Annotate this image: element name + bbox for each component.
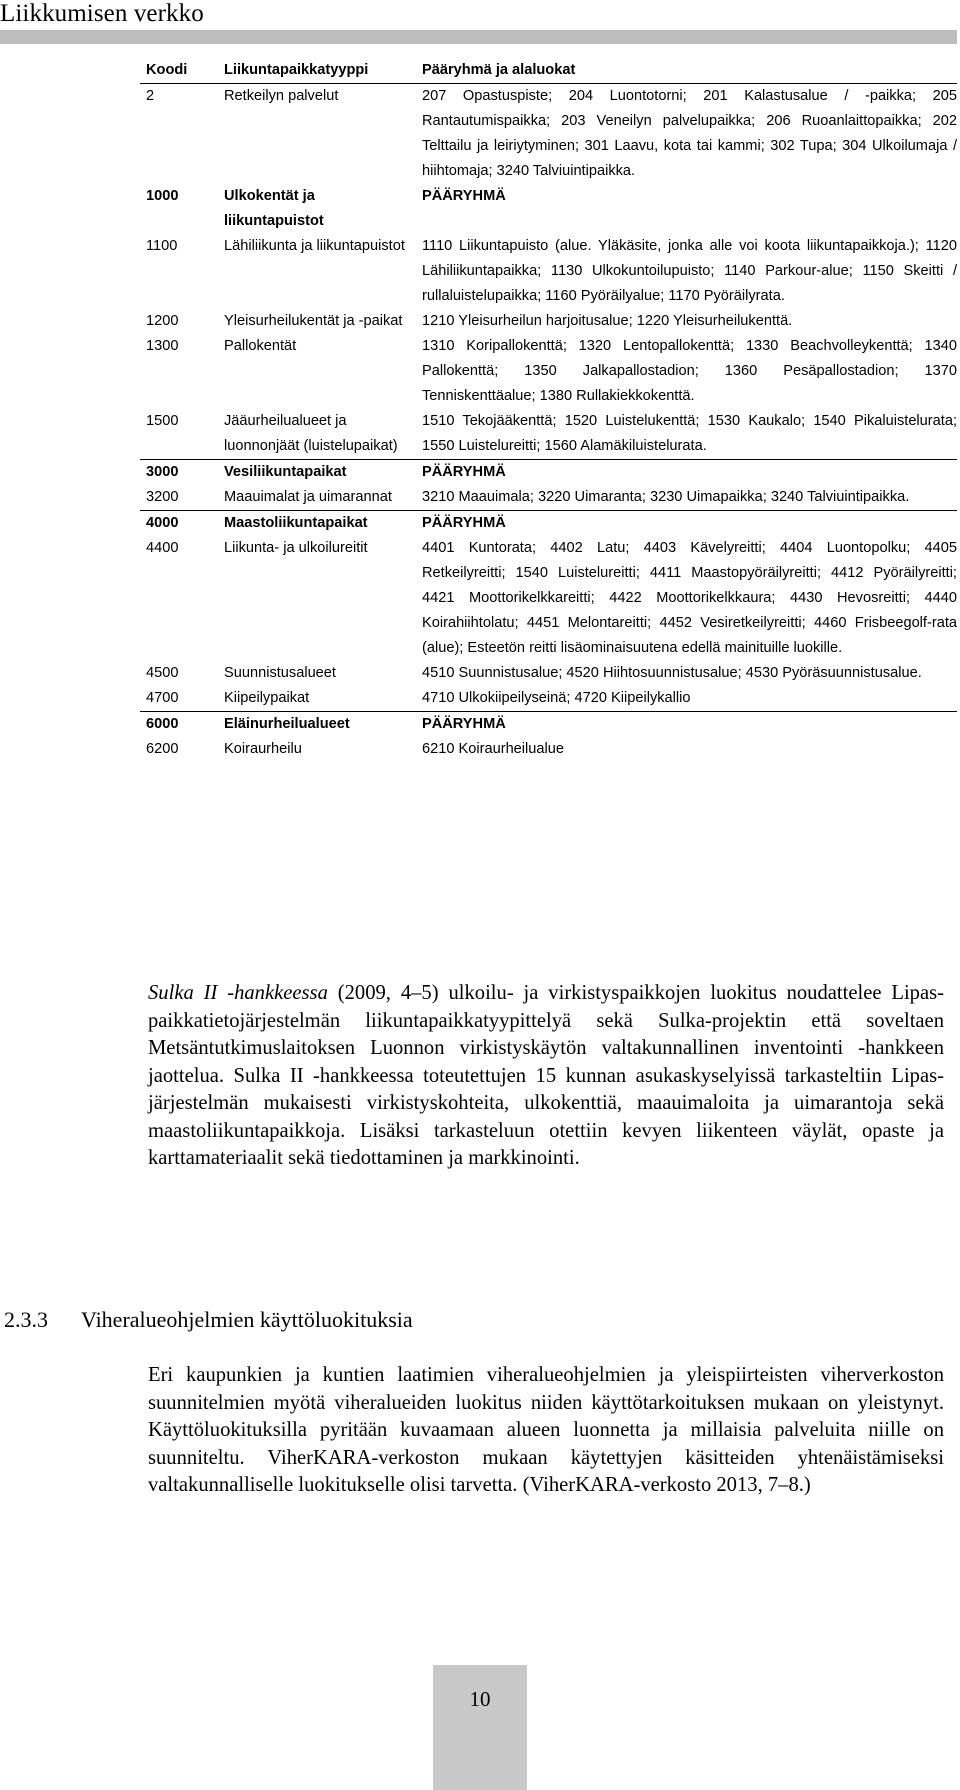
row-description: 1210 Yleisurheilun harjoitusalue; 1220 Yleisurheilukenttä. <box>422 313 793 329</box>
table-row-main-group <box>140 184 957 234</box>
table-row <box>140 485 957 511</box>
row-description: 207 Opastuspiste; 204 Luontotorni; 201 Kalastusalue / -paikka; 205 Rantautumispaikka; 203 Veneilyn palvelupaikka; 206 Ruoanlaittopaikka; 202 Telttailu ja leiriytyminen; 301 Laavu, kota tai kammi; 302 Tupa; 304 Ulkoilumaja / hiihtomaja; 3240 Talviuintipaikka. <box>422 88 957 179</box>
row-code: 1300 <box>146 338 179 354</box>
row-code: 3000 <box>140 460 224 486</box>
row-type: Retkeilyn palvelut <box>224 88 339 104</box>
row-type: Pallokentät <box>224 338 297 354</box>
table-row <box>140 409 957 460</box>
table-row <box>140 334 957 409</box>
table-row-main-group <box>140 511 957 537</box>
row-type: Yleisurheilukentät ja -paikat <box>224 313 403 329</box>
row-description: PÄÄRYHMÄ <box>422 460 957 486</box>
row-code: 4400 <box>146 540 179 556</box>
row-description: 3210 Maauimala; 3220 Uimaranta; 3230 Uimapaikka; 3240 Talviuintipaikka. <box>422 489 910 505</box>
row-code: 1200 <box>146 313 179 329</box>
row-code: 1000 <box>146 188 179 204</box>
row-code: 1100 <box>146 238 178 254</box>
row-description: 1310 Koripallokenttä; 1320 Lentopallokenttä; 1330 Beachvolleykenttä; 1340 Pallokenttä; 1350 Jalkapallostadion; 1360 Pesäpallostadion; 1370 Tenniskenttäalue; 1380 Rullakiekkokenttä. <box>422 338 957 404</box>
row-code: 6000 <box>140 712 224 738</box>
body-paragraph-viherkara: Eri kaupunkien ja kuntien laatimien viheralueohjelmien ja yleispiirteisten viherverkoston suunnitelmien myötä viheralueiden luokitus niiden käyttötarkoituksen mukaan on yleistynyt. Käyttöluokituksilla pyritään kuvaamaan alueen luonnetta ja millaisia palveluita niille on suunniteltu. ViherKARA-verkoston mukaan käytettyjen käsitteiden yhtenäistämiseksi valtakunnalliselle luokitukselle olisi tarvetta. (ViherKARA-verkosto 2013, 7–8.) <box>148 1364 944 1496</box>
header-rule <box>0 30 957 44</box>
row-type: Lähiliikunta ja liikuntapuistot <box>224 238 405 254</box>
column-header-code: Koodi <box>140 58 224 84</box>
italic-project-name: Sulka II -hankkeessa <box>148 982 328 1004</box>
section-title: Viheralueohjelmien käyttöluokituksia <box>81 1307 413 1332</box>
row-type: Vesiliikuntapaikat <box>224 460 422 486</box>
section-heading <box>4 1309 413 1331</box>
section-number: 2.3.3 <box>4 1307 48 1332</box>
row-type: Ulkokentät ja liikuntapuistot <box>224 188 324 229</box>
running-head: Liikkumisen verkko <box>0 0 204 27</box>
table-row <box>140 309 957 334</box>
table-header-row <box>140 58 957 84</box>
row-type: Koiraurheilu <box>224 741 302 757</box>
row-type: Kiipeilypaikat <box>224 690 310 706</box>
table-row <box>140 84 957 185</box>
row-description: 4510 Suunnistusalue; 4520 Hiihtosuunnistusalue; 4530 Pyöräsuunnistusalue. <box>422 665 922 681</box>
row-type: Jääurheilualueet ja luonnonjäät (luistelupaikat) <box>224 413 398 454</box>
column-header-groups: Pääryhmä ja alaluokat <box>422 58 957 84</box>
table-row-main-group <box>140 460 957 486</box>
row-type: Suunnistusalueet <box>224 665 336 681</box>
column-header-facility-type: Liikuntapaikkatyyppi <box>224 58 422 84</box>
row-description: PÄÄRYHMÄ <box>422 511 957 537</box>
row-description: 6210 Koiraurheilualue <box>422 741 564 757</box>
table-row <box>140 234 957 309</box>
row-description: 1510 Tekojääkenttä; 1520 Luistelukenttä; 1530 Kaukalo; 1540 Pikaluistelurata; 1550 Luistelureitti; 1560 Alamäkiluistelurata. <box>422 413 957 454</box>
row-description: 4401 Kuntorata; 4402 Latu; 4403 Kävelyreitti; 4404 Luontopolku; 4405 Retkeilyreitti; 1540 Luistelureitti; 4411 Maastopyöräilyreitti; 4412 Pyöräilyreitti; 4421 Moottorikelkkareitti; 4422 Moottorikelkkaura; 4430 Hevosreitti; 4440 Koirahiihtolatu; 4451 Melontareitti; 4452 Vesiretkeilyreitti; 4460 Frisbeegolf-rata (alue); Esteetön reitti lisäominaisuutena edellä mainituille luokille. <box>422 540 957 656</box>
paragraph-text: (2009, 4–5) ulkoilu- ja virkistyspaikkojen luokitus noudattelee Lipas-paikkatietojärjestelmän liikuntapaikkatyypittelyä sekä Sulka-projektin että soveltaen Metsäntutkimuslaitoksen Luonnon virkistyskäytön valtakunnallinen inventointi -hankkeen jaottelua. Sulka II -hankkeessa toteutettujen 15 kunnan asukaskyselyissä tarkasteltiin Lipas- järjestelmän mukaisesti virkistyskohteita, ulkokenttiä, maauimaloita ja uimarantoja sekä maastoliikuntapaikkoja. Lisäksi tarkasteluun otettiin kevyen liikenteen väylät, opaste ja karttamateriaalit sekä tiedottaminen ja markkinointi. <box>148 982 944 1169</box>
table-row <box>140 737 957 762</box>
table-row <box>140 536 957 661</box>
body-paragraph-sulka <box>148 980 944 1173</box>
table-row <box>140 661 957 686</box>
row-code: 4500 <box>146 665 179 681</box>
page-number: 10 <box>469 1687 491 1711</box>
row-code: 4000 <box>140 511 224 537</box>
row-type: Liikunta- ja ulkoilureitit <box>224 540 368 556</box>
row-description: 1110 Liikuntapuisto (alue. Yläkäsite, jonka alle voi koota liikuntapaikkoja.); 1120 Lähiliikuntapaikka; 1130 Ulkokuntoilupuisto; 1140 Parkour-alue; 1150 Skeitti / rullaluistelupaikka; 1160 Pyöräilyalue; 1170 Pyöräilyrata. <box>422 238 957 304</box>
row-type: Maastoliikuntapaikat <box>224 511 422 537</box>
row-code: 3200 <box>146 489 179 505</box>
row-code: 2 <box>146 88 155 104</box>
row-code: 4700 <box>146 690 179 706</box>
row-type: Maauimalat ja uimarannat <box>224 489 392 505</box>
table-row <box>140 686 957 712</box>
row-description: 4710 Ulkokiipeilyseinä; 4720 Kiipeilykallio <box>422 690 691 706</box>
row-code: 6200 <box>146 741 179 757</box>
sports-facility-classification-table <box>140 58 957 762</box>
page-number-box <box>433 1665 527 1790</box>
row-code: 1500 <box>146 413 179 429</box>
table-row-main-group <box>140 712 957 738</box>
row-type: Eläinurheilualueet <box>224 712 422 738</box>
row-description: PÄÄRYHMÄ <box>422 188 506 204</box>
row-description: PÄÄRYHMÄ <box>422 712 957 738</box>
